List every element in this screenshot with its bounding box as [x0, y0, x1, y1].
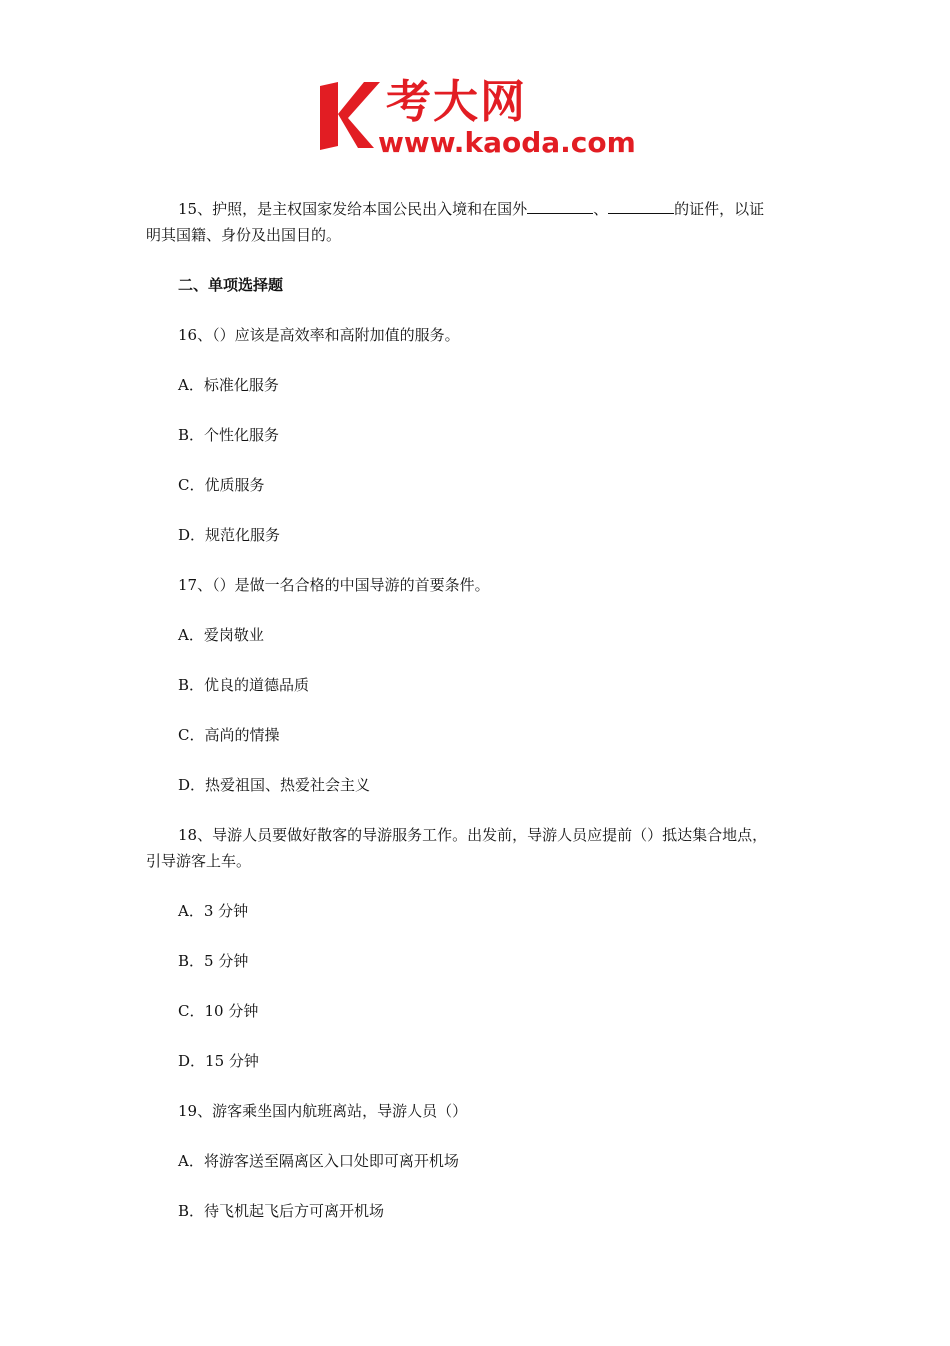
k-logo-icon — [318, 78, 382, 152]
section-heading: 二、单项选择题 — [178, 276, 284, 294]
q18-option-b: B．5 分钟 — [178, 952, 249, 970]
q16-option-d: D．规范化服务 — [178, 526, 281, 544]
q17-option-a: A．爱岗敬业 — [178, 626, 264, 644]
q18-line2: 引导游客上车。 — [146, 852, 252, 870]
kaoda-logo — [318, 75, 638, 160]
q19-option-a: A．将游客送至隔离区入口处即可离开机场 — [178, 1152, 459, 1170]
q15-blank-1 — [527, 199, 593, 214]
q16-option-b: B．个性化服务 — [178, 426, 280, 444]
q17-option-b: B．优良的道德品质 — [178, 676, 310, 694]
logo-chinese-name: 考大网 — [386, 75, 528, 128]
q15-line1 — [178, 196, 764, 222]
q18-option-c: C．10 分钟 — [178, 1002, 259, 1020]
q19-option-b: B．待飞机起飞后方可离开机场 — [178, 1202, 385, 1220]
q15-text-b: 的证件，以证 — [674, 200, 765, 218]
q18-option-a: A．3 分钟 — [178, 902, 249, 920]
q19-stem: 19、游客乘坐国内航班离站，导游人员（） — [178, 1102, 468, 1120]
q15-text-a: 15、护照，是主权国家发给本国公民出入境和在国外 — [178, 200, 528, 218]
q15-blank-2 — [608, 199, 674, 214]
q18-line1: 18、导游人员要做好散客的导游服务工作。出发前，导游人员应提前（）抵达集合地点， — [178, 826, 768, 844]
q17-option-c: C．高尚的情操 — [178, 726, 280, 744]
q15-separator: 、 — [593, 200, 609, 218]
q17-option-d: D．热爱祖国、热爱社会主义 — [178, 776, 371, 794]
q16-option-a: A．标准化服务 — [178, 376, 279, 394]
q16-option-c: C．优质服务 — [178, 476, 265, 494]
q17-stem: 17、（）是做一名合格的中国导游的首要条件。 — [178, 576, 490, 594]
q18-option-d: D．15 分钟 — [178, 1052, 259, 1070]
q16-stem: 16、（）应该是高效率和高附加值的服务。 — [178, 326, 460, 344]
q15-line2: 明其国籍、身份及出国目的。 — [146, 226, 342, 244]
logo-url: www.kaoda.com — [378, 126, 636, 159]
